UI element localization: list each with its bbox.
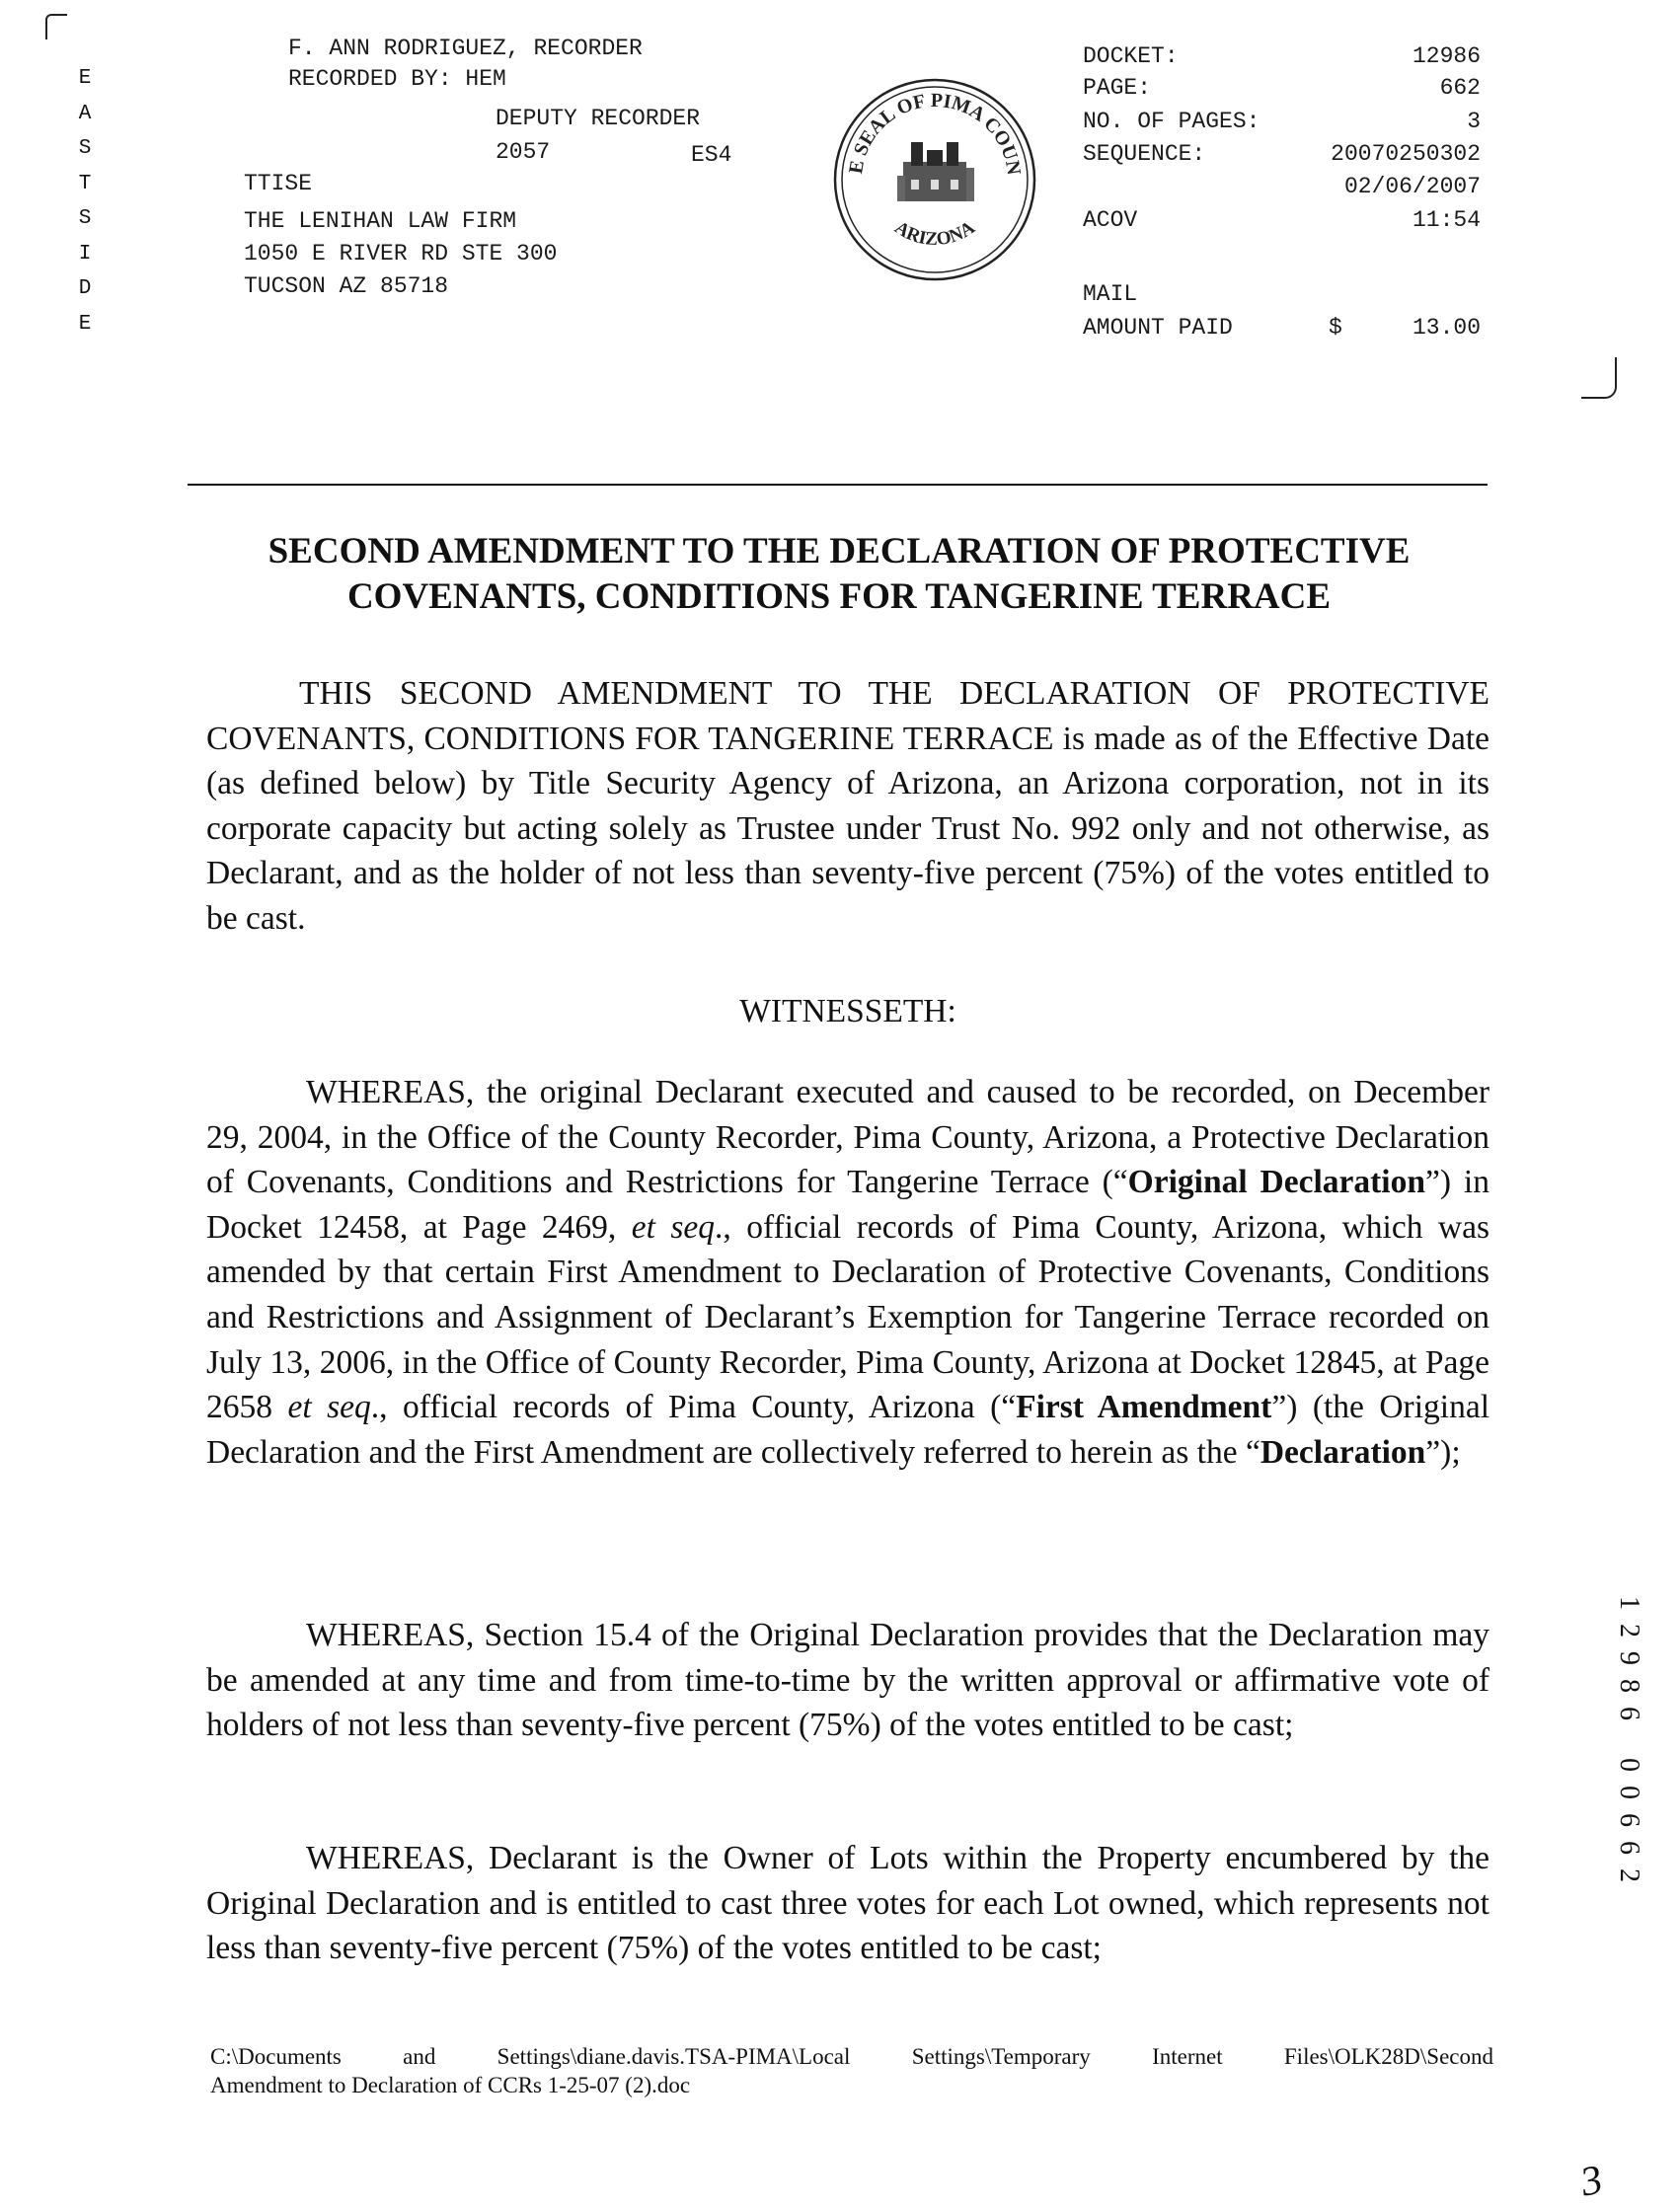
stamp-letter: S	[78, 207, 92, 230]
docket-value: 12986	[1412, 43, 1481, 69]
stamp-letter: T	[78, 172, 92, 195]
corner-mark	[45, 14, 67, 39]
whereas-3-text: WHEREAS, Declarant is the Owner of Lots within the Property encumbered by the Original Declaration and is entitled to cast three votes for each Lot owned, which represents not less than seventy-five percent (75%) of the votes entitled to be cast;	[206, 1840, 1489, 1967]
bracket-mark	[1581, 357, 1617, 399]
recorded-time: 11:54	[1412, 207, 1481, 233]
stamp-letter: A	[78, 102, 92, 125]
seal-graphic	[832, 77, 1037, 282]
stamp-letter: S	[78, 137, 92, 160]
recorded-date: 02/06/2007	[1343, 174, 1481, 199]
seal-top-text: E SEAL OF PIMA COUN	[845, 89, 1026, 177]
seal-bottom-text: ARIZONA	[890, 217, 979, 251]
amount-value: 13.00	[1412, 315, 1481, 341]
defined-term: Original Declaration	[1127, 1164, 1425, 1201]
amount-currency: $	[1329, 315, 1342, 341]
handwritten-page-mark: 3	[1576, 2157, 1607, 2206]
whereas-paragraph-2	[206, 1613, 1489, 1748]
stamp-letter: D	[78, 277, 92, 300]
margin-digit: 6	[1614, 1707, 1644, 1720]
whereas-paragraph-3	[206, 1836, 1489, 1971]
document-title	[148, 529, 1530, 620]
amount-label: AMOUNT PAID	[1083, 315, 1233, 341]
margin-digit: 6	[1614, 1813, 1644, 1827]
file-path-footer	[210, 2042, 1493, 2099]
margin-digit: 2	[1614, 1624, 1644, 1638]
pages-value: 3	[1467, 109, 1481, 134]
address-line: TUCSON AZ 85718	[244, 273, 449, 299]
sequence-row	[1083, 141, 1481, 171]
deputy-recorder: DEPUTY RECORDER	[496, 106, 701, 131]
eastside-stamp	[75, 61, 95, 342]
date-row	[1083, 174, 1481, 203]
docket-label: DOCKET:	[1083, 43, 1179, 69]
margin-digit: 6	[1614, 1841, 1644, 1855]
whereas-paragraph-1	[206, 1070, 1489, 1475]
margin-digit: 0	[1614, 1758, 1644, 1772]
file-path-line: C:\Documents and Settings\diane.davis.TSA-PIMA\Local Settings\Temporary Internet Files\OLK28D\Second	[210, 2044, 1493, 2069]
whereas-2-text: WHEREAS, Section 15.4 of the Original Declaration provides that the Declaration may be amended at any time and from time-to-time by the written approval or affirmative vote of holders of not less than seventy-five percent (75%) of the votes entitled to be cast;	[206, 1617, 1489, 1744]
defined-term: Declaration	[1260, 1433, 1426, 1471]
margin-digit: 9	[1614, 1651, 1644, 1665]
title-line: SECOND AMENDMENT TO THE DECLARATION OF PROTECTIVE	[267, 531, 1411, 571]
page-label: PAGE:	[1083, 75, 1152, 101]
whereas-1-text: WHEREAS, the original Declarant executed and caused to be recorded, on December 29, 2004, in the Office of the County Recorder, Pima County, Arizona, a Protective Declaration of Covenants, Conditions and Restrictions for Tangerine Terrace (“Original Declaration”) in Docket 12458, at Page 2469, et seq., official records of Pima County, Arizona, which was amended by that certain First Amendment to Declaration of Protective Covenants, Conditions and Restrictions and Assignment of Declarant’s Exemption for Tangerine Terrace recorded on July 13, 2006, in the Office of County Recorder, Pima County, Arizona at Docket 12845, at Page 2658 et seq., official records of Pima County, Arizona (“First Amendment”) (the Original Declaration and the First Amendment are collectively referred to herein as the “Declaration”);	[206, 1074, 1490, 1471]
file-path-line: Amendment to Declaration of CCRs 1-25-07 (2).doc	[210, 2073, 691, 2097]
stamp-letter: E	[78, 312, 92, 336]
intro-text: THIS SECOND AMENDMENT TO THE DECLARATION OF PROTECTIVE COVENANTS, CONDITIONS FOR TANGERINE TERRACE is made as of the Effective Date (as defined below) by Title Security Agency of Arizona, an Arizona corporation, not in its corporate capacity but acting solely as Trustee under Trust No. 992 only and not otherwise, as Declarant, and as the holder of not less than seventy-five percent (75%) of the votes entitled to be cast.	[206, 675, 1489, 937]
margin-docket-number	[1614, 1589, 1644, 1889]
acov-label: ACOV	[1083, 207, 1138, 233]
margin-digit: 1	[1614, 1596, 1644, 1610]
mail-row	[1083, 281, 1481, 311]
header-divider	[188, 484, 1488, 486]
witnesseth-heading: WITNESSETH:	[739, 993, 956, 1029]
margin-digit: 0	[1614, 1786, 1644, 1799]
sequence-value: 20070250302	[1331, 141, 1481, 167]
margin-digit: 8	[1614, 1679, 1644, 1693]
page-value: 662	[1439, 75, 1481, 101]
defined-term: First Amendment	[1016, 1389, 1272, 1426]
recorded-by: RECORDED BY: HEM	[288, 66, 506, 92]
intro-paragraph	[206, 671, 1489, 942]
mail-label: MAIL	[1083, 281, 1138, 307]
amount-row	[1083, 315, 1481, 344]
address-line: THE LENIHAN LAW FIRM	[244, 208, 517, 234]
page-row	[1083, 75, 1481, 105]
stamp-letter: I	[78, 242, 92, 266]
recorder-name: F. ANN RODRIGUEZ, RECORDER	[288, 36, 643, 61]
margin-digit: 2	[1614, 1868, 1644, 1882]
pages-row	[1083, 109, 1481, 138]
acov-row	[1083, 207, 1481, 237]
address-line: TTISE	[244, 171, 313, 196]
pima-county-seal	[832, 77, 1037, 282]
seal-building-icon	[897, 142, 974, 201]
recorder-code-left: 2057	[496, 139, 551, 165]
address-line: 1050 E RIVER RD STE 300	[244, 241, 558, 267]
docket-row	[1083, 43, 1481, 73]
title-line: COVENANTS, CONDITIONS FOR TANGERINE TERRACE	[346, 576, 1332, 617]
sequence-label: SEQUENCE:	[1083, 141, 1206, 167]
recorder-code-right: ES4	[691, 142, 732, 168]
stamp-letter: E	[78, 67, 92, 90]
pages-label: NO. OF PAGES:	[1083, 109, 1260, 134]
